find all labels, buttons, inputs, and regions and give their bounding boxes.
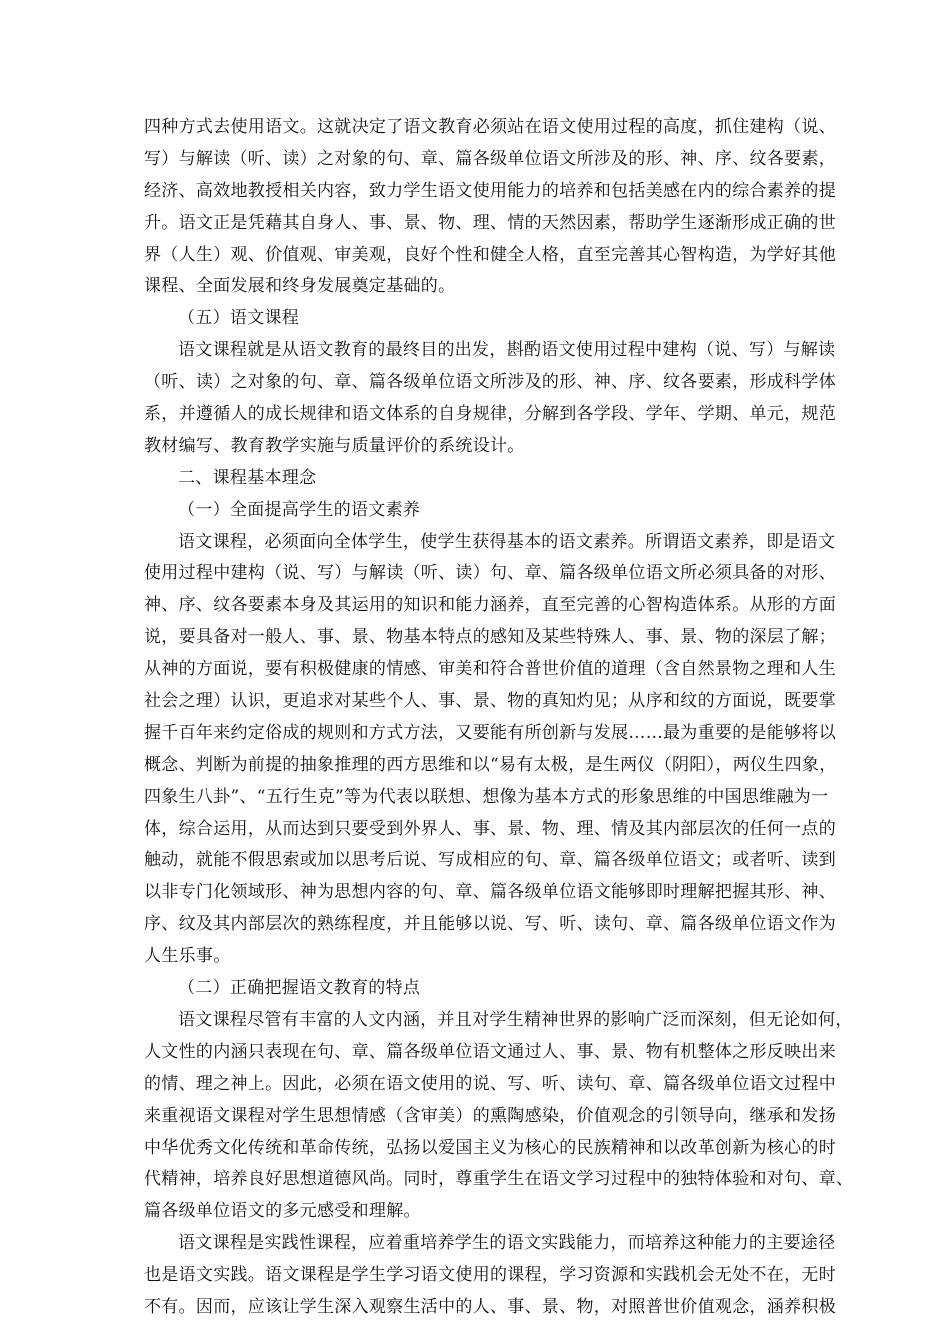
text-line: （二）正确把握语文教育的特点 (178, 978, 421, 999)
text-line: （一）全面提高学生的语文素养 (178, 499, 421, 520)
text-line: 也是语文实践。语文课程是学生学习语文使用的课程，学习资源和实践机会无处不在，无时 (144, 1265, 836, 1286)
text-line: 经济、高效地教授相关内容，致力学生语文使用能力的培养和包括美感在内的综合素养的提 (144, 180, 836, 201)
text-line: （五）语文课程 (178, 308, 300, 329)
text-line: 课程、全面发展和终身发展奠定基础的。 (144, 276, 456, 297)
text-line: 握千百年来约定俗成的规则和方式方法，又要能有所创新与发展……最为重要的是能够将以 (144, 722, 836, 743)
text-line: 四象生八卦”、“五行生克”等为代表以联想、想像为基本方式的形象思维的中国思维融为一 (144, 786, 829, 807)
text-line: 语文课程就是从语文教育的最终目的出发，斟酌语文使用过程中建构（说、写）与解读 (178, 340, 836, 361)
text-line: 中华优秀文化传统和革命传统，弘扬以爱国主义为核心的民族精神和以改革创新为核心的时 (144, 1137, 836, 1158)
text-line: 升。语文正是凭藉其自身人、事、景、物、理、情的天然因素，帮助学生逐渐形成正确的世 (144, 212, 836, 233)
text-line: 概念、判断为前提的抽象推理的西方思维和以“易有太极，是生两仪（阴阳），两仪生四象， (144, 754, 837, 775)
text-line: 人文性的内涵只表现在句、章、篇各级单位语文通过人、事、景、物有机整体之形反映出来 (144, 1041, 836, 1062)
text-line: 教材编写、教育教学实施与质量评价的系统设计。 (144, 435, 525, 456)
text-line: 的情、理之神上。因此，必须在语文使用的说、写、听、读句、章、篇各级单位语文过程中 (144, 1073, 836, 1094)
text-line: 不有。因而，应该让学生深入观察生活中的人、事、景、物，对照普世价值观念，涵养积极 (144, 1296, 836, 1317)
text-line: 使用过程中建构（说、写）与解读（听、读）句、章、篇各级单位语文所必须具备的对形、 (144, 563, 836, 584)
document-page (144, 112, 854, 1324)
text-line: 体，综合运用，从而达到只要受到外界人、事、景、物、理、情及其内部层次的任何一点的 (144, 818, 836, 839)
text-line: 来重视语文课程对学生思想情感（含审美）的熏陶感染，价值观念的引领导向，继承和发扬 (144, 1105, 836, 1126)
text-line: 神、序、纹各要素本身及其运用的知识和能力涵养，直至完善的心智构造体系。从形的方面 (144, 595, 836, 616)
text-line: 系，并遵循人的成长规律和语文体系的自身规律，分解到各学段、学年、学期、单元，规范 (144, 404, 836, 425)
text-line: 语文课程是实践性课程，应着重培养学生的语文实践能力，而培养这种能力的主要途径 (178, 1233, 836, 1254)
text-line: 以非专门化领域形、神为思想内容的句、章、篇各级单位语文能够即时理解把握其形、神、 (144, 882, 836, 903)
text-line: 序、纹及其内部层次的熟练程度，并且能够以说、写、听、读句、章、篇各级单位语文作为 (144, 914, 836, 935)
text-line: 代精神，培养良好思想道德风尚。同时，尊重学生在语文学习过程中的独特体验和对句、章、 (144, 1169, 854, 1190)
text-line: 说，要具备对一般人、事、景、物基本特点的感知及某些特殊人、事、景、物的深层了解； (144, 627, 836, 648)
text-line: 写）与解读（听、读）之对象的句、章、篇各级单位语文所涉及的形、神、序、纹各要素， (144, 148, 836, 169)
text-line: 人生乐事。 (144, 946, 231, 967)
text-line: 篇各级单位语文的多元感受和理解。 (144, 1201, 421, 1222)
text-line: （听、读）之对象的句、章、篇各级单位语文所涉及的形、神、序、纹各要素，形成科学体 (144, 372, 836, 393)
text-line: 触动，就能不假思索或加以思考后说、写成相应的句、章、篇各级单位语文；或者听、读到 (144, 850, 836, 871)
text-line: 语文课程，必须面向全体学生，使学生获得基本的语文素养。所谓语文素养，即是语文 (178, 531, 836, 552)
text-line: 从神的方面说，要有积极健康的情感、审美和符合普世价值的道理（含自然景物之理和人生 (144, 659, 836, 680)
text-line: 四种方式去使用语文。这就决定了语文教育必须站在语文使用过程的高度，抓住建构（说、 (144, 117, 836, 137)
text-line: 语文课程尽管有丰富的人文内涵，并且对学生精神世界的影响广泛而深刻，但无论如何， (178, 1009, 853, 1030)
text-line: 界（人生）观、价值观、审美观，良好个性和健全人格，直至完善其心智构造，为学好其他 (144, 244, 836, 265)
text-line: 二、课程基本理念 (178, 467, 317, 488)
text-line: 社会之理）认识，更追求对某些个人、事、景、物的真知灼见；从序和纹的方面说，既要掌 (144, 691, 836, 712)
